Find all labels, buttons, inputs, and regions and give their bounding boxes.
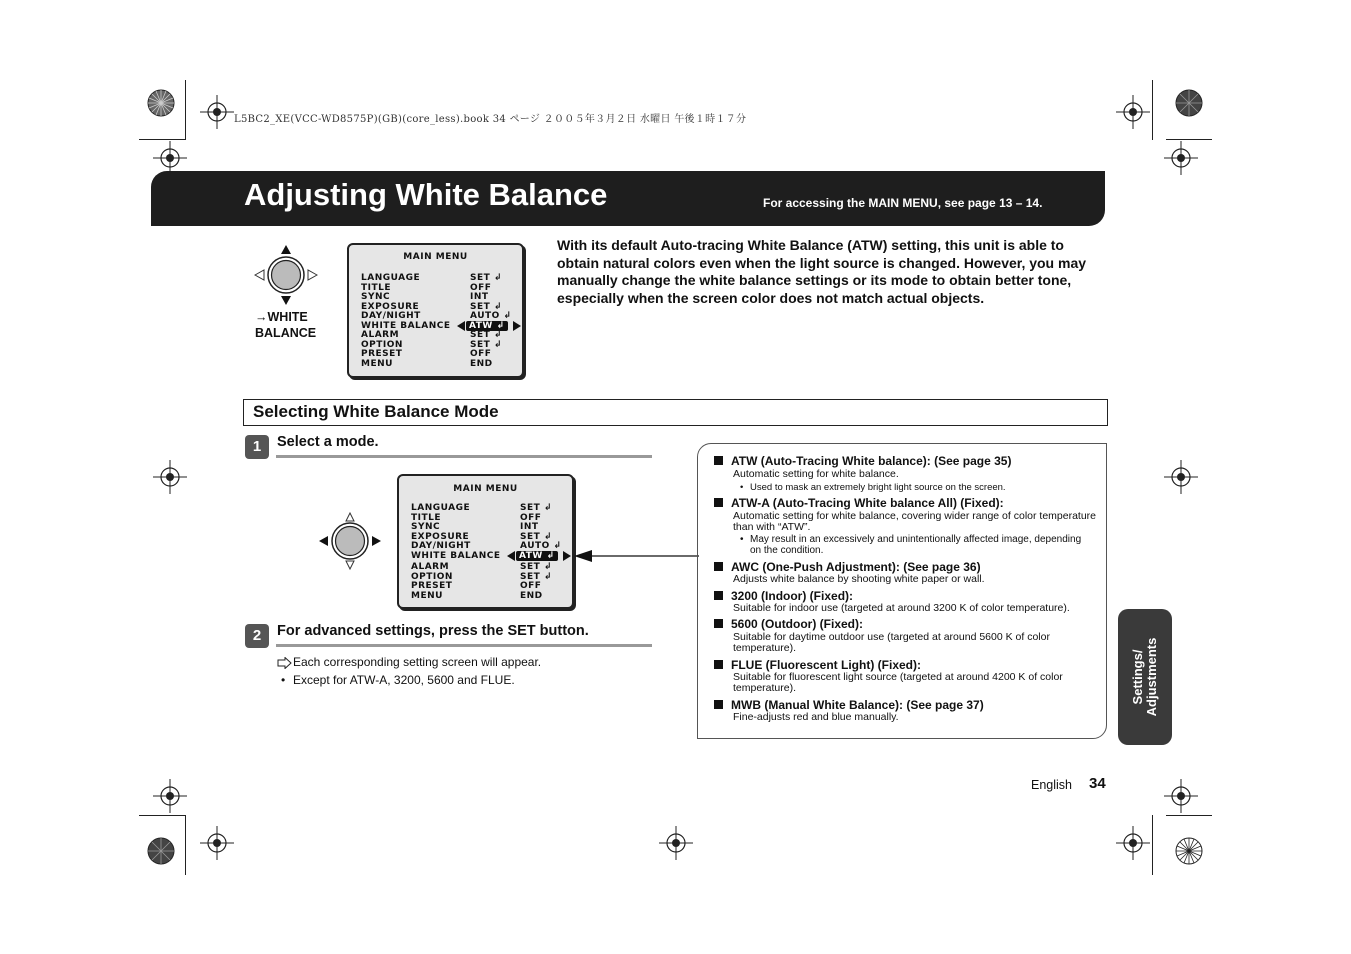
mode-heading: AWC (One-Push Adjustment): (See page 36) xyxy=(731,560,981,574)
sunburst-mark-icon xyxy=(1175,89,1203,117)
osd-row-value: SET ↲ xyxy=(470,273,502,283)
crop-mark xyxy=(139,815,185,816)
osd-row-label: DAY/NIGHT xyxy=(411,541,471,551)
osd-row-label: SYNC xyxy=(411,522,441,532)
selection-arrows-icon xyxy=(457,319,521,333)
osd-row-value: AUTO ↲ xyxy=(470,311,512,321)
osd-row-value: OFF xyxy=(520,581,542,591)
title-bar xyxy=(151,171,1105,226)
osd-selected-value: ATW ↲ xyxy=(516,551,558,561)
mode-description: Suitable for fluorescent light source (targeted at around 4200 K of color temperature). xyxy=(733,671,1063,694)
registration-mark-icon xyxy=(153,141,187,175)
step-2-rule xyxy=(276,644,652,647)
step-2-bullet: Except for ATW-A, 3200, 5600 and FLUE. xyxy=(293,673,515,687)
osd-row-value: SET ↲ xyxy=(520,503,552,513)
joystick-icon xyxy=(254,244,318,306)
osd-row-label: LANGUAGE xyxy=(361,273,421,283)
registration-mark-icon xyxy=(1164,141,1198,175)
osd-row-label: SYNC xyxy=(361,292,391,302)
registration-mark-icon xyxy=(200,95,234,129)
page-subtitle: For accessing the MAIN MENU, see page 13 – 14. xyxy=(763,196,1043,210)
side-tab-label xyxy=(1131,638,1159,717)
osd-row-value: SET ↲ xyxy=(470,330,502,340)
mode-description: Suitable for indoor use (targeted at around 3200 K of color temperature). xyxy=(733,602,1070,614)
crop-mark xyxy=(1166,139,1212,140)
osd-row-label: EXPOSURE xyxy=(411,531,470,542)
crop-mark xyxy=(185,80,186,140)
osd-row-value: SET ↲ xyxy=(520,531,552,542)
osd-row-value: END xyxy=(520,590,543,601)
step-1-rule xyxy=(276,455,652,458)
osd-row-label: PRESET xyxy=(411,581,453,591)
crop-mark xyxy=(1152,815,1153,875)
section-title: Selecting White Balance Mode xyxy=(253,402,499,421)
section-side-tab xyxy=(1118,609,1172,745)
osd-row-label: DAY/NIGHT xyxy=(361,311,421,321)
section-header xyxy=(243,399,1108,426)
mode-heading: MWB (Manual White Balance): (See page 37) xyxy=(731,698,984,712)
crop-mark xyxy=(1152,80,1153,140)
side-tab-line2: Adjustments xyxy=(1144,637,1159,717)
pointer-arrow-icon xyxy=(572,549,699,563)
osd-row-label: EXPOSURE xyxy=(361,301,420,312)
osd-row-value: AUTO ↲ xyxy=(520,541,562,551)
print-header: L5BC2_XE(VCC-WD8575P)(GB)(core_less).book 34 ページ ２００５年３月２日 水曜日 午後１時１７分 xyxy=(234,114,747,125)
crop-mark xyxy=(185,815,186,875)
main-menu-osd xyxy=(347,243,524,378)
osd-row-label: WHITE BALANCE xyxy=(361,320,451,331)
registration-mark-icon xyxy=(1116,826,1150,860)
sunburst-mark-icon xyxy=(1175,837,1203,865)
sunburst-mark-icon xyxy=(147,89,175,117)
osd-row-value: OFF xyxy=(520,512,542,523)
osd-row-value: OFF xyxy=(470,349,492,359)
mode-heading: FLUE (Fluorescent Light) (Fixed): xyxy=(731,658,921,672)
registration-mark-icon xyxy=(200,826,234,860)
step-2-badge: 2 xyxy=(245,624,269,648)
crop-mark xyxy=(139,139,185,140)
result-arrow-icon xyxy=(277,657,292,669)
osd-row-label: ALARM xyxy=(361,330,400,340)
osd-row-label: TITLE xyxy=(411,512,442,523)
osd-row-value: END xyxy=(470,358,493,369)
intro-paragraph: With its default Auto-tracing White Balance (ATW) setting, this unit is able to obtain natural colors even when the light source is changed. However, you may manually change the white balance settings or its mode to obtain better tone, especially when the screen color does not match actual objects. xyxy=(557,237,1087,306)
mode-description: Automatic setting for white balance, covering wider range of color temperature than with “ATW”. xyxy=(733,510,1097,533)
osd-row-value: INT xyxy=(520,522,539,532)
osd-row-label: ALARM xyxy=(411,562,450,572)
osd-row-label: LANGUAGE xyxy=(411,503,471,513)
joystick-icon xyxy=(318,511,382,571)
mode-note: • May result in an excessively and unintentionally affected image, depending on the condition. xyxy=(750,534,1095,556)
registration-mark-icon xyxy=(153,460,187,494)
step-1-badge: 1 xyxy=(245,435,269,459)
step-2-title: For advanced settings, press the SET button. xyxy=(277,623,589,639)
mode-description: Automatic setting for white balance. xyxy=(733,468,899,480)
mode-note: • Used to mask an extremely bright light source on the screen. xyxy=(750,482,1095,493)
registration-mark-icon xyxy=(153,779,187,813)
osd-row-value: INT xyxy=(470,292,489,302)
mode-heading: ATW-A (Auto-Tracing White balance All) (Fixed): xyxy=(731,496,1004,510)
osd-row-label: OPTION xyxy=(361,339,403,350)
osd-row-value: OFF xyxy=(470,282,492,293)
footer-language: English xyxy=(1031,778,1072,792)
osd-row-value: SET ↲ xyxy=(520,562,552,572)
bullet-dot: • xyxy=(281,673,286,687)
osd-selected-value: ATW ↲ xyxy=(466,321,508,331)
side-tab-line1: Settings/ xyxy=(1130,649,1145,705)
step-2-result: Each corresponding setting screen will appear. xyxy=(293,655,542,669)
mode-description: Adjusts white balance by shooting white paper or wall. xyxy=(733,573,985,585)
osd-title: MAIN MENU xyxy=(453,484,518,494)
osd-row-value: SET ↲ xyxy=(470,301,502,312)
page-title: Adjusting White Balance xyxy=(244,177,608,212)
mode-heading: ATW (Auto-Tracing White balance): (See page 35) xyxy=(731,454,1012,468)
mode-description: Suitable for daytime outdoor use (targeted at around 5600 K of color temperature). xyxy=(733,631,1050,654)
white-balance-label-2: BALANCE xyxy=(255,326,317,340)
osd-title: MAIN MENU xyxy=(403,252,468,262)
osd-row-value: SET ↲ xyxy=(520,571,552,582)
registration-mark-icon xyxy=(1164,779,1198,813)
registration-mark-icon xyxy=(659,826,693,860)
osd-row-label: MENU xyxy=(411,590,443,601)
white-balance-label: →WHITE xyxy=(255,310,308,324)
mode-heading: 5600 (Outdoor) (Fixed): xyxy=(731,617,864,631)
step-1-title: Select a mode. xyxy=(277,434,379,450)
osd-row-label: WHITE BALANCE xyxy=(411,550,501,561)
osd-row-label: MENU xyxy=(361,358,393,369)
white-balance-modes-panel xyxy=(697,443,1107,739)
osd-row-label: PRESET xyxy=(361,349,403,359)
registration-mark-icon xyxy=(1164,460,1198,494)
page-number: 34 xyxy=(1089,775,1106,792)
osd-row-value: SET ↲ xyxy=(470,339,502,350)
registration-mark-icon xyxy=(1116,95,1150,129)
mode-description: Fine-adjusts red and blue manually. xyxy=(733,711,899,723)
osd-row-label: TITLE xyxy=(361,282,392,293)
osd-row-label: OPTION xyxy=(411,571,453,582)
main-menu-osd xyxy=(397,474,574,609)
sunburst-mark-icon xyxy=(147,837,175,865)
selection-arrows-icon xyxy=(507,549,571,563)
crop-mark xyxy=(1166,815,1212,816)
mode-heading: 3200 (Indoor) (Fixed): xyxy=(731,589,854,603)
